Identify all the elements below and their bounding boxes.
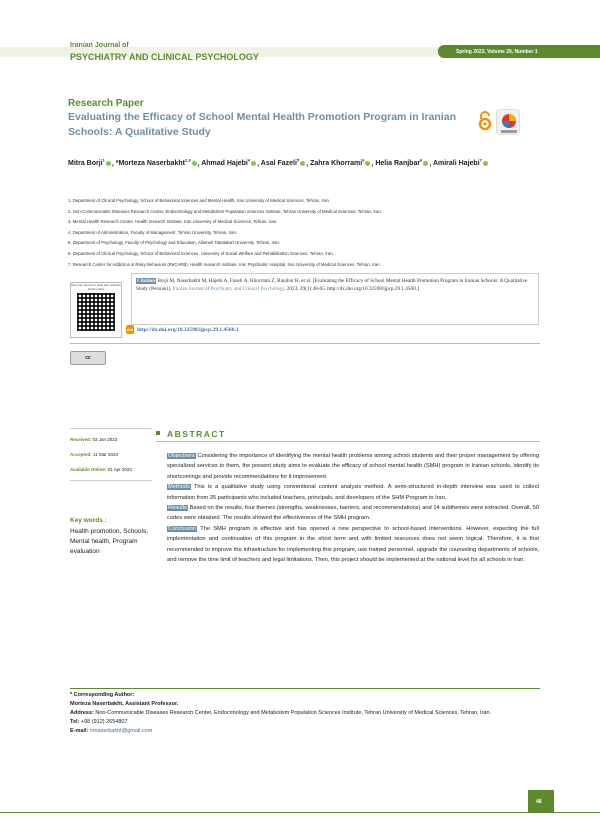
article-dates [70,432,132,477]
author-list: Mitra Borji$^1$ , *Morteza Naserbakht$^{2,3}$ , Ahmad Hajebi$^4$ , Asal Fazeli$^5$ , Zahra Khorrami$^6$ , Helia Ranjbar$^6$ , Amirali Hajebi$^7$ [68,154,508,171]
affiliation-item: 5. Department of Psychology, Faculty of Psychology and Education, Allameh Tabataba'i University, Tehran, Iran. [68,240,281,246]
orcid-icon[interactable] [251,161,256,166]
abstract-heading: ABSTRACT [167,429,226,439]
affiliations [68,196,538,270]
author-item [116,160,198,167]
corresponding-rule [70,688,540,689]
author-item [375,160,429,167]
orcid-icon[interactable] [423,161,428,166]
tel-label: Tel: [70,719,80,725]
citation-label: Citation [137,278,156,284]
citation-box [131,273,539,325]
qr-label: Use your device to scan and read the article online [71,283,121,291]
orcid-icon[interactable] [300,161,305,166]
divider [70,428,152,429]
author-item [310,160,371,167]
paper-title: Evaluating the Efficacy of School Mental Health Promotion Program in Iranian Schools: A Qualitative Study [68,111,456,138]
keywords-text: Health promotion, Schools, Mental health, Program evaluation [70,528,149,555]
journal-name-line2: PSYCHIATRY AND CLINICAL PSYCHOLOGY [70,52,259,62]
author-affiliation-sup: 6 [362,158,365,163]
page-number: 48 [536,799,542,805]
author-name: Ahmad Hajebi [201,160,248,168]
affiliation-item: 6. Department of Clinical Psychology, School of Behavioral Sciences, University of Social Welfare and Rehabilitation Sciences, Tehran, Iran. [68,250,334,256]
affiliation-item: 7. Research Center for Addiction & Risky Behaviors (ReCARB), Health research Institute, Iran Psychiatric Hospital, Iran University of Medical Sciences, Tehran, Iran. [68,261,381,267]
orcid-icon[interactable] [365,161,370,166]
author-name: Asal Fazeli [260,160,297,168]
qr-code[interactable] [70,282,122,338]
online-date: 01 Apr 2023 [107,467,132,472]
citation-tail: . 2023; 29(1):48-65. http://dx.doi.org/10.32598/ijpcp.29.1.4560.1 [284,286,420,292]
accepted-label: Accepted: [70,452,92,457]
online-label: Available Online: [70,467,107,472]
received-date: 03 Jan 2023 [92,437,118,442]
divider [70,480,152,481]
results-text: Based on the results, four themes (strengths, weaknesses, barriers, and recommendations) and 14 subthemes were extracted. Overall, 50 codes were obtained. The results showed the effectiveness of the SMH program. [167,505,539,522]
results-label: Results [168,505,187,512]
tel-text: +98 (912) 2654807 [79,719,128,725]
citation-text: Borji M, Naserbakht M, Hajebi A, Fazeli A, Khorrami Z, Ranjbar H, et al. [Evaluating the Efficacy of School Mental Health Promotion Program in Iranian Schools: A Qualitative Study (Persian)]. [136,278,528,292]
author-affiliation-sup: 4 [247,158,251,163]
author-name: Helia Ranjbar [375,160,421,168]
author-affiliation-sup: 7 [479,158,482,163]
cc-license-icon[interactable]: cc [70,351,106,365]
author-affiliation-sup: 6 [420,158,423,163]
orcid-icon[interactable] [106,161,111,166]
received-label: Received: [70,437,92,442]
author-item [433,160,489,167]
conclusion-label: Conclusion [168,525,197,532]
affiliation-item: 3. Mental Health Research Center, Health research Institute, Iran University of Medical Sciences, Tehran, Iran. [68,219,278,225]
author-affiliation-sup: 5 [296,158,300,163]
keywords-label: Key words : [70,517,107,524]
address-label: Address: [70,710,94,716]
corresponding-name: Morteza Naserbakht, Assistant Professor. [70,701,179,707]
author-name: *Morteza Naserbakht [115,160,185,168]
affiliation-item: 4. Department of Administration, Faculty of Management, Tehran University, Tehran, Iran. [68,229,238,235]
email-label: E-mail: [70,728,89,734]
issue-info: Spring 2023, Volume 29, Number 1 [456,49,538,55]
divider [156,441,540,442]
author-item [68,160,112,167]
open-access-icon [478,111,492,131]
corresponding-heading: * Corresponding Author: [70,692,135,698]
author-name: Zahra Khorrami [310,160,363,168]
author-affiliation-sup: 2,3 [185,158,191,163]
corresponding-author [70,691,540,736]
conclusion-text: The SMH program is effective and has opened a new perspective to school-based interventions. However, expecting the full implementation and continuation of this program in the short term and with limited resources does not seem logical. Therefore, it is first recommended to improve the infrastructure for implementing this program, use trained personnel, upgrade the counseling departments of schools, and remove the time limit of teachers and legal limitations. Then, this project should be implemented at the national level for all schools in Iran. [167,525,539,564]
methods-label: Methods [168,484,190,491]
orcid-icon[interactable] [192,161,197,166]
author-name: Amirali Hajebi [432,160,480,168]
email-link[interactable]: mnaserbakht@gmail.com [88,728,153,734]
author-item [201,160,257,167]
divider [70,343,540,344]
citation-journal: Iranian Journal of Psychiatry and Clinical Psychology [172,286,285,292]
objectives-text: Considering the importance of identifying the mental health problems among school students and their proper management by offering specialized services to them, the present study aims to evaluate the efficacy of school mental health (SMH) program in Iranian schools, identify its shortcomings and provide recommendations for it improvement. [167,453,539,480]
footer-line [0,812,600,813]
qr-code-icon [77,293,115,331]
journal-name-line1: Iranian Journal of [70,42,129,49]
orcid-icon[interactable] [483,161,488,166]
author-item [261,160,306,167]
objectives-label: Objectives [168,453,195,459]
author-affiliation-sup: 1 [102,158,105,163]
affiliation-item: 1. Department of Clinical Psychology, School of Behavioral Sciences and Mental Health, Iran University of Medical Sciences, Tehran, Iran. [68,198,331,203]
affiliation-item: 2. Non-Communicable Diseases Research Center, Endocrinology and Metabolism Population Sciences Institute, Tehran University of Medical Sciences, Tehran, Iran. [68,208,382,214]
accepted-date: 11 Mar 2023 [93,452,118,457]
address-text: Non-Communicable Diseases Research Center, Endocrinology and Metabolism Population Sciences Institute, Tehran University of Medical Sciences, Tehran, Iran. [93,710,492,716]
doi-icon: doi [127,327,133,332]
paper-type: Research Paper [68,98,144,109]
methods-text: This is a qualitative study using conventional content analysis method. A semi-structured in-depth interview was used to collect information from 35 participants who included teachers, principals, and developers of the SHM Program in Iran. [167,484,539,501]
doi-link[interactable]: http://dx.doi.org/10.32598/ijpcp.29.1.4560.1 [137,327,239,333]
abstract-body [167,451,539,565]
abstract-marker [156,431,160,435]
crossmark-icon[interactable] [496,109,520,135]
author-name: Mitra Borji [68,160,103,168]
